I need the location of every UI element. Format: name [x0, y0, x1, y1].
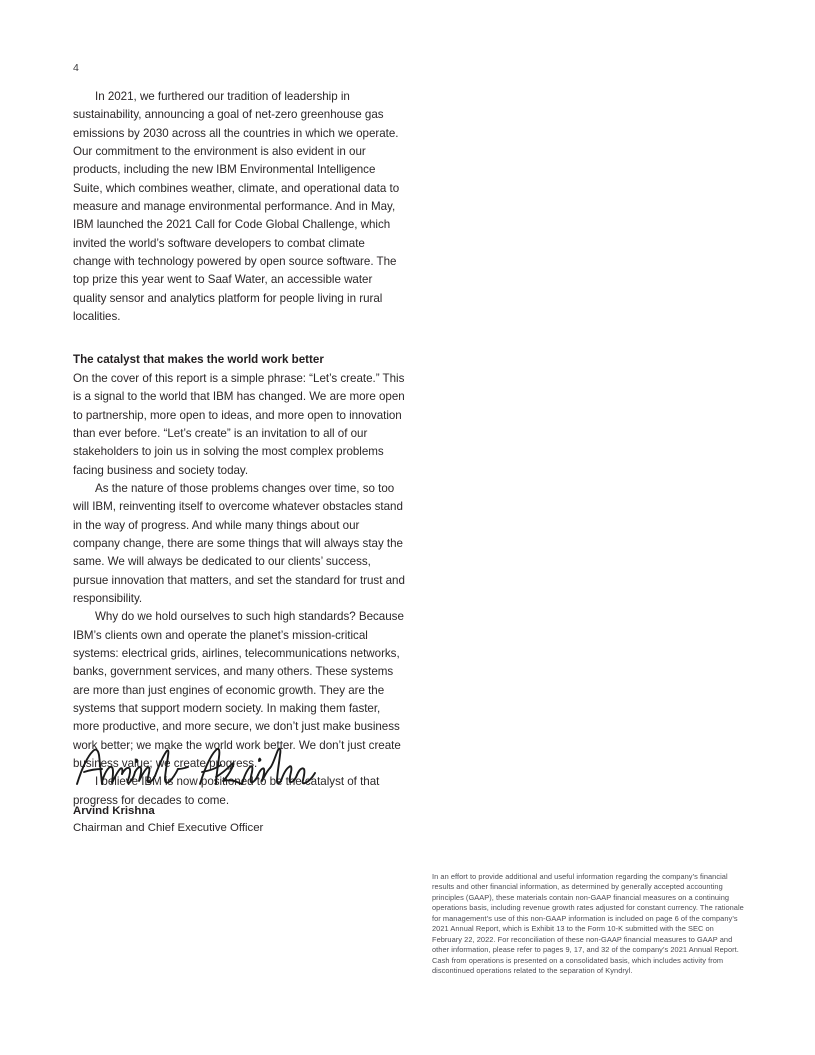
letter-paragraph-4: Why do we hold ourselves to such high standards? Because IBM’s clients own and operate the planet’s mission-critical systems: electrical grids, airlines, telecommunications networks, banks, government services, and many others. These systems are more than just engines of economic growth. They are the systems that support modern society. In making them faster, more productive, and more secure, we don’t just make business work better; we make the world work better. We don’t just create business value; we create progress.	[73, 610, 404, 771]
letter-paragraph-5: I believe IBM is now positioned to be the catalyst of that progress for decades to come.	[73, 775, 380, 807]
legal-footnote-text: In an effort to provide additional and useful information regarding the company’s financial results and other financial information, as determined by generally accepted accounting principles (GAAP), these materials contain non-GAAP financial measures on a continuing operations basis, including revenue growth rates adjusted for constant currency. The rationale for management’s use of this non-GAAP information is included on page 6 of the company’s 2021 Annual Report, which is Exhibit 13 to the Form 10-K submitted with the SEC on February 22, 2022. For reconciliation of these non-GAAP financial measures to GAAP and other information, please refer to pages 9, 17, and 32 of the company’s 2021 Annual Report. Cash from operations is presented on a consolidated basis, which includes activity from discontinued operations related to the separation of Kyndryl.	[432, 872, 744, 976]
section-heading: The catalyst that makes the world work better	[73, 353, 324, 367]
signer-title: Chairman and Chief Executive Officer	[73, 822, 264, 834]
letter-paragraph-3: As the nature of those problems changes over time, so too will IBM, reinventing itself to overcome whatever obstacles stand in the way of progress. And while many things about our company change, there are some things that will always stay the same. We will always be dedicated to our clients’ success, pursue innovation that matters, and set the standard for trust and responsibility.	[73, 481, 405, 605]
letter-body	[73, 88, 405, 810]
legal-footnote	[432, 872, 744, 977]
letter-paragraph-1: In 2021, we furthered our tradition of leadership in sustainability, announcing a goal of net-zero greenhouse gas emissions by 2030 across all the countries in which we operate. Our commitment to the environment is also evident in our products, including the new IBM Environmental Intelligence Suite, which combines weather, climate, and operational data to measure and manage environmental performance. And in May, IBM launched the 2021 Call for Code Global Challenge, which invited the world’s software developers to combat climate change with technology powered by open source software. The top prize this year went to Saaf Water, an accessible water quality sensor and analytics platform for people living in rural localities.	[73, 90, 400, 324]
signature-image	[74, 744, 324, 796]
signature-icon	[74, 744, 324, 796]
signer-name: Arvind Krishna	[73, 805, 155, 817]
page-number: 4	[73, 62, 79, 74]
section-heading-block	[73, 351, 405, 479]
letter-paragraph-2: On the cover of this report is a simple phrase: “Let’s create.” This is a signal to the world that IBM has changed. We are more open to partnership, more open to ideas, and more open to innovation than ever before. “Let’s create” is an invitation to all of our stakeholders to join us in solving the most complex problems facing business and society today.	[73, 371, 405, 477]
